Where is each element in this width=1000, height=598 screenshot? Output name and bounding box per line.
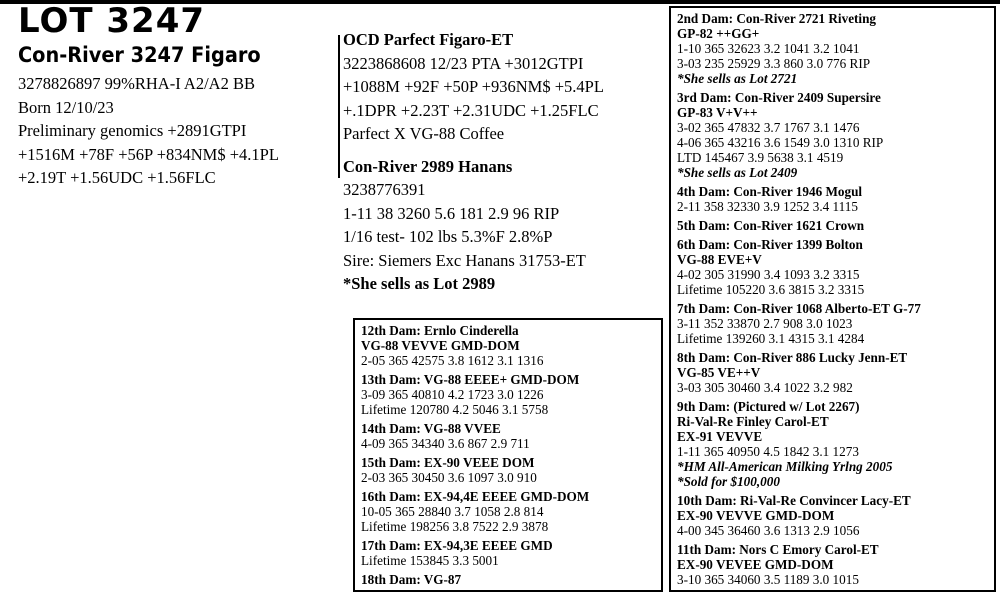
dam-entry-header: EX-90 VEVVE GMD-DOM (677, 508, 835, 523)
dam-entry-record: 4-02 305 31990 3.4 1093 3.2 3315 (677, 267, 860, 282)
dam-entry (361, 538, 655, 568)
dam-entry-record: 3-03 305 30460 3.4 1022 3.2 982 (677, 380, 853, 395)
lower-dams-box (353, 318, 663, 592)
dam-entry-header: 13th Dam: VG-88 EEEE+ GMD-DOM (361, 372, 580, 387)
animal-info-line: +2.19T +1.56UDC +1.56FLC (18, 168, 216, 187)
dam-entry (677, 184, 988, 214)
sire-line: +.1DPR +2.23T +2.31UDC +1.25FLC (343, 100, 599, 120)
dam-entry-header: EX-91 VEVVE (677, 429, 763, 444)
animal-name: Con-River 3247 Figaro (18, 43, 261, 67)
dam-entry-record: 1-10 365 32623 3.2 1041 3.2 1041 (677, 41, 860, 56)
dam-entry-header: 16th Dam: EX-94,4E EEEE GMD-DOM (361, 489, 590, 504)
dam-entry-header: VG-88 VEVVE GMD-DOM (361, 338, 520, 353)
dam-entry-header: 10th Dam: Ri-Val-Re Convincer Lacy-ET (677, 493, 911, 508)
sire-line: Parfect X VG-88 Coffee (343, 124, 505, 143)
dam-entry-header: 6th Dam: Con-River 1399 Bolton (677, 237, 863, 252)
dam-entry (677, 218, 988, 233)
dam-entry-record: Lifetime 153845 3.3 5001 (361, 553, 499, 568)
dam-entry (677, 350, 988, 395)
dam-entry-header: 5th Dam: Con-River 1621 Crown (677, 218, 865, 233)
dam-entry-header: 9th Dam: (Pictured w/ Lot 2267) (677, 399, 860, 414)
dam-entry-note: *She sells as Lot 2721 (677, 71, 798, 86)
sire-line: 3223868608 12/23 PTA +3012GTPI (343, 53, 584, 73)
dam-entry-record: 4-00 345 36460 3.6 1313 2.9 1056 (677, 523, 860, 538)
dam-entry (677, 399, 988, 489)
dam-line: 3238776391 (343, 180, 426, 199)
dam-entry-header: 8th Dam: Con-River 886 Lucky Jenn-ET (677, 350, 908, 365)
dam-entry (361, 421, 655, 451)
dam-entry-header: 11th Dam: Nors C Emory Carol-ET (677, 542, 879, 557)
dam-entry-header: 14th Dam: VG-88 VVEE (361, 421, 501, 436)
dam-line: 1-11 38 3260 5.6 181 2.9 96 RIP (343, 203, 560, 223)
dam-entry-header: Ri-Val-Re Finley Carol-ET (677, 414, 829, 429)
dam-entry-header: 17th Dam: EX-94,3E EEEE GMD (361, 538, 553, 553)
dam-entry-header: GP-83 V+V++ (677, 105, 758, 120)
dam-entry (677, 301, 988, 346)
animal-info-line: 3278826897 99%RHA-I A2/A2 BB (18, 74, 255, 93)
dam-entry-record: Lifetime 120780 4.2 5046 3.1 5758 (361, 402, 549, 417)
dam-entry-record: 2-03 365 30450 3.6 1097 3.0 910 (361, 470, 537, 485)
dam-entry-header: 15th Dam: EX-90 VEEE DOM (361, 455, 535, 470)
dam-name: Con-River 2989 Hanans (343, 156, 513, 176)
dam-entry-header: 7th Dam: Con-River 1068 Alberto-ET G-77 (677, 301, 921, 316)
animal-info-line: +1516M +78F +56P +834NM$ +4.1PL (18, 144, 279, 164)
dam-entry-header: 18th Dam: VG-87 (361, 572, 462, 587)
dam-entry-record: 3-10 365 34060 3.5 1189 3.0 1015 (677, 572, 859, 587)
dam-entry-header: 4th Dam: Con-River 1946 Mogul (677, 184, 863, 199)
dam-entry-record: LTD 145467 3.9 5638 3.1 4519 (677, 150, 844, 165)
dam-entry (361, 323, 655, 368)
lot-title: LOT 3247 (18, 1, 206, 41)
dam-entry-record: 4-09 365 34340 3.6 867 2.9 711 (361, 436, 530, 451)
dam-note: *She sells as Lot 2989 (343, 274, 496, 293)
dam-entry-record: 2-05 365 42575 3.8 1612 3.1 1316 (361, 353, 544, 368)
dam-entry-header: VG-85 VE++V (677, 365, 761, 380)
dam-entry-record: 1-11 365 40950 4.5 1842 3.1 1273 (677, 444, 859, 459)
dam-entry (361, 489, 655, 534)
animal-info (18, 72, 338, 190)
dam-entry (677, 90, 988, 180)
dam-entry (677, 542, 988, 587)
dam-entry-note: *Sold for $100,000 (677, 474, 780, 489)
pedigree-parents (343, 28, 663, 296)
dam-entry (361, 572, 655, 587)
dam-entry-header: EX-90 VEVEE GMD-DOM (677, 557, 834, 572)
dam-entry-record: Lifetime 105220 3.6 3815 3.2 3315 (677, 282, 865, 297)
animal-info-line: Preliminary genomics +2891GTPI (18, 121, 247, 140)
dam-entry (361, 372, 655, 417)
upper-dams-box (669, 6, 996, 592)
dam-entry-record: 3-09 365 40810 4.2 1723 3.0 1226 (361, 387, 544, 402)
dam-entry-record: 2-11 358 32330 3.9 1252 3.4 1115 (677, 199, 858, 214)
dam-line: Sire: Siemers Exc Hanans 31753-ET (343, 250, 586, 270)
dam-entry-header: 3rd Dam: Con-River 2409 Supersire (677, 90, 881, 105)
sire-line: +1088M +92F +50P +936NM$ +5.4PL (343, 77, 604, 96)
dam-entry-record: Lifetime 198256 3.8 7522 2.9 3878 (361, 519, 549, 534)
dam-entry (677, 11, 988, 86)
dam-entry-header: VG-88 EVE+V (677, 252, 762, 267)
divider (338, 35, 340, 178)
dam-entry-record: 10-05 365 28840 3.7 1058 2.8 814 (361, 504, 544, 519)
dam-entry-record: 3-02 365 47832 3.7 1767 3.1 1476 (677, 120, 860, 135)
dam-entry (361, 455, 655, 485)
dam-entry-record: 4-06 365 43216 3.6 1549 3.0 1310 RIP (677, 135, 884, 150)
dam-entry-note: *HM All-American Milking Yrlng 2005 (677, 459, 893, 474)
sire-name: OCD Parfect Figaro-ET (343, 30, 514, 49)
animal-info-line: Born 12/10/23 (18, 97, 114, 117)
dam-entry (677, 493, 988, 538)
dam-line: 1/16 test- 102 lbs 5.3%F 2.8%P (343, 227, 553, 246)
dam-entry-header: GP-82 ++GG+ (677, 26, 760, 41)
dam-entry-record: Lifetime 139260 3.1 4315 3.1 4284 (677, 331, 865, 346)
dam-entry-record: 3-11 352 33870 2.7 908 3.0 1023 (677, 316, 853, 331)
dam-entry-record: 3-03 235 25929 3.3 860 3.0 776 RIP (677, 56, 871, 71)
dam-entry-header: 2nd Dam: Con-River 2721 Riveting (677, 11, 877, 26)
dam-entry-header: 12th Dam: Ernlo Cinderella (361, 323, 519, 338)
dam-entry (677, 237, 988, 297)
dam-entry-note: *She sells as Lot 2409 (677, 165, 798, 180)
